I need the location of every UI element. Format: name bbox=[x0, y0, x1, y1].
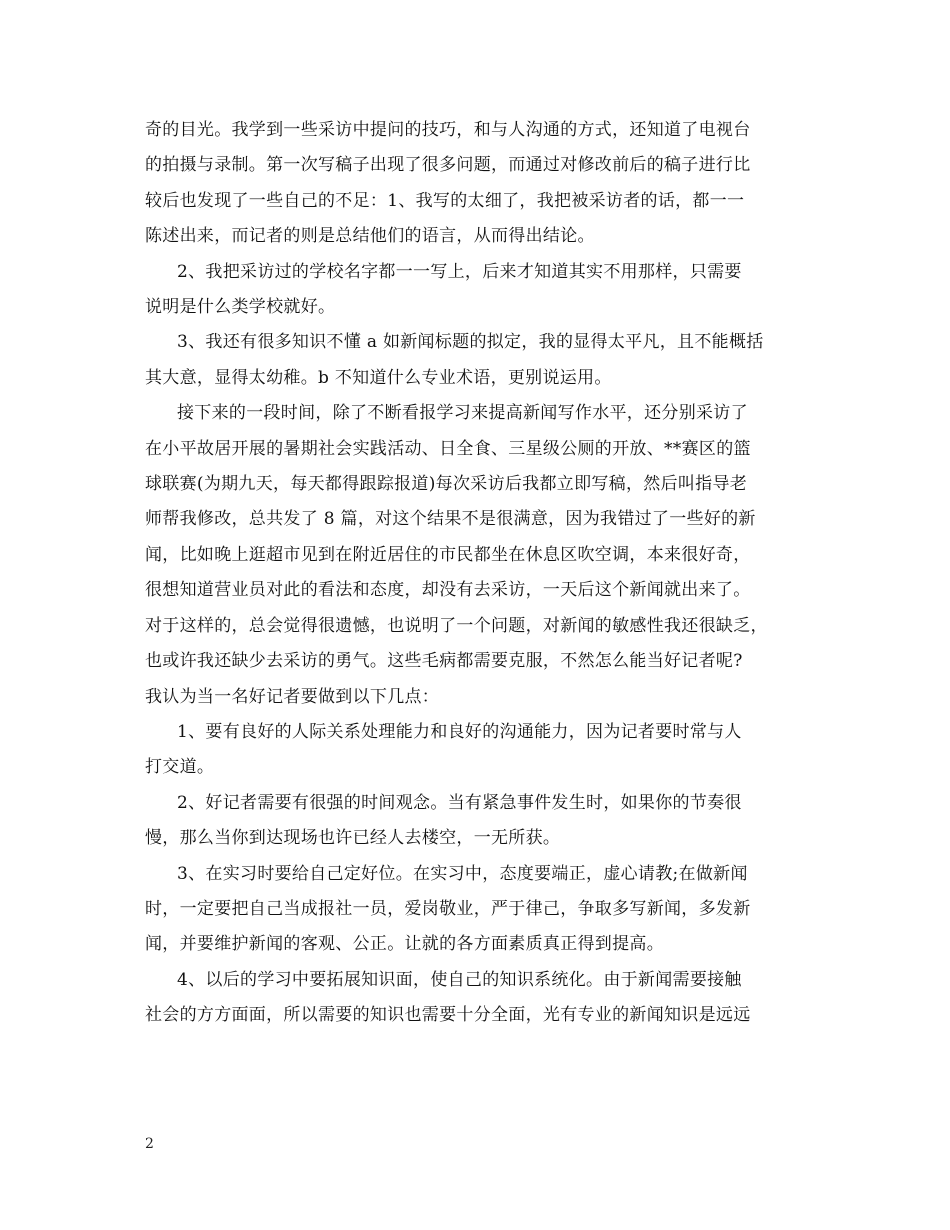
paragraph bbox=[145, 786, 810, 857]
paragraph bbox=[145, 255, 810, 326]
text-line: 接下来的一段时间，除了不断看报学习来提高新闻写作水平，还分别采访了 bbox=[177, 403, 748, 424]
text-line: 2、好记者需要有很强的时间观念。当有紧急事件发生时，如果你的节奏很 bbox=[177, 792, 742, 813]
text-line: 球联赛(为期九天，每天都得跟踪报道)每次采访后我都立即写稿，然后叫指导老 bbox=[145, 474, 748, 495]
text-line: 慢，那么当你到达现场也许已经人去楼空，一无所获。 bbox=[145, 828, 561, 849]
text-line: 说明是什么类学校就好。 bbox=[145, 297, 336, 318]
paragraph bbox=[145, 963, 810, 1034]
paragraph bbox=[145, 325, 810, 396]
text-line: 的拍摄与录制。第一次写稿子出现了很多问题，而通过对修改前后的稿子进行比 bbox=[145, 155, 751, 176]
text-line: 在小平故居开展的暑期社会实践活动、日全食、三星级公厕的开放、**赛区的篮 bbox=[145, 438, 751, 459]
text-line: 3、我还有很多知识不懂 a 如新闻标题的拟定，我的显得太平凡，且不能概括 bbox=[177, 332, 764, 353]
text-line: 闻，并要维护新闻的客观、公正。让就的各方面素质真正得到提高。 bbox=[145, 934, 664, 955]
text-line: 闻，比如晚上逛超市见到在附近居住的市民都坐在休息区吹空调，本来很好奇， bbox=[145, 544, 751, 565]
text-line: 2、我把采访过的学校名字都一一写上，后来才知道其实不用那样，只需要 bbox=[177, 261, 742, 282]
paragraph bbox=[145, 715, 810, 786]
text-line: 1、要有良好的人际关系处理能力和良好的沟通能力，因为记者要时常与人 bbox=[177, 721, 742, 742]
text-line: 很想知道营业员对此的看法和态度，却没有去采访，一天后这个新闻就出来了。 bbox=[145, 580, 751, 601]
page-number: 2 bbox=[145, 1136, 154, 1152]
paragraph bbox=[145, 113, 810, 255]
text-line: 奇的目光。我学到一些采访中提问的技巧，和与人沟通的方式，还知道了电视台 bbox=[145, 120, 751, 140]
text-line: 陈述出来，而记者的则是总结他们的语言，从而得出结论。 bbox=[145, 226, 595, 247]
paragraph bbox=[145, 857, 810, 963]
document-body bbox=[145, 113, 810, 1034]
text-line: 师帮我修改，总共发了 8 篇，对这个结果不是很满意，因为我错过了一些好的新 bbox=[145, 509, 756, 530]
text-line: 我认为当一名好记者要做到以下几点： bbox=[145, 686, 440, 707]
text-line: 也或许我还缺少去采访的勇气。这些毛病都需要克服，不然怎么能当好记者呢? bbox=[145, 651, 743, 672]
text-line: 打交道。 bbox=[145, 757, 215, 778]
text-line: 时，一定要把自己当成报社一员，爱岗敬业，严于律己，争取多写新闻，多发新 bbox=[145, 898, 751, 919]
text-line: 3、在实习时要给自己定好位。在实习中，态度要端正，虚心请教;在做新闻 bbox=[177, 863, 748, 884]
text-line: 其大意，显得太幼稚。b 不知道什么专业术语，更别说运用。 bbox=[145, 367, 612, 388]
text-line: 社会的方方面面，所以需要的知识也需要十分全面，光有专业的新闻知识是远远 bbox=[145, 1005, 751, 1026]
text-line: 4、以后的学习中要拓展知识面，使自己的知识系统化。由于新闻需要接触 bbox=[177, 969, 742, 990]
text-line: 对于这样的，总会觉得很遗憾，也说明了一个问题，对新闻的敏感性我还很缺乏， bbox=[145, 615, 768, 636]
text-line: 较后也发现了一些自己的不足：1、我写的太细了，我把被采访者的话，都一一 bbox=[145, 190, 745, 211]
paragraph bbox=[145, 396, 810, 715]
